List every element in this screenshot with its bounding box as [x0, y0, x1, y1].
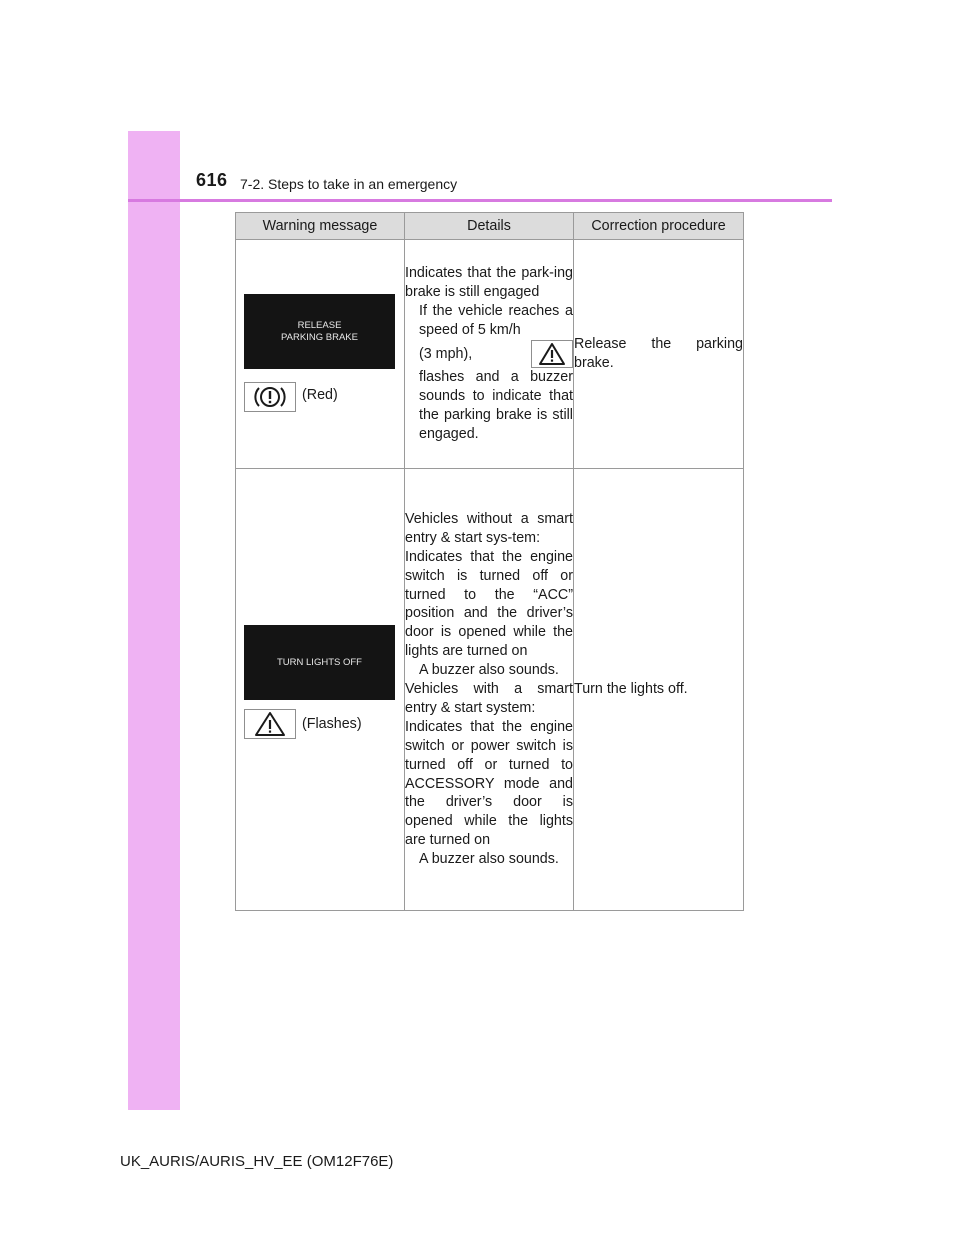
document-code-footer: UK_AURIS/AURIS_HV_EE (OM12F76E) — [120, 1153, 394, 1170]
details-sub-inline: (3 mph), — [419, 345, 473, 362]
details-p6: A buzzer also sounds. — [419, 851, 559, 868]
column-header-warning-message: Warning message — [236, 213, 405, 240]
warning-message-table — [235, 212, 744, 911]
details-p5: Indicates that the engine switch or power switch is turned off or turned to ACCESSORY mode and the driver’s door is opened while the lights are turned on — [405, 718, 573, 849]
details-sub-a: If the vehicle reaches a speed of 5 km/h — [419, 303, 573, 339]
display-line: TURN LIGHTS OFF — [277, 656, 362, 668]
details-p1: Vehicles without a smart entry & start sys-tem: — [405, 510, 573, 546]
table-row — [236, 240, 744, 469]
icon-note: (Flashes) — [302, 716, 362, 732]
correction-cell: Turn the lights off. — [574, 469, 744, 911]
details-cell — [405, 240, 574, 469]
details-p2: Indicates that the engine switch is turned off or turned to the “ACC” position and the driver’s door is opened while the lights are turned on — [405, 548, 573, 660]
header-rule — [128, 199, 832, 202]
details-p3: A buzzer also sounds. — [419, 662, 559, 679]
turn-lights-off-display — [244, 625, 395, 700]
release-parking-brake-display — [244, 294, 395, 369]
details-intro: Indicates that the park-ing brake is still engaged — [405, 265, 573, 301]
details-sub-b: flashes and a buzzer sounds to indicate that the parking brake is still engaged. — [419, 369, 573, 442]
display-line: RELEASE — [297, 319, 342, 331]
parking-brake-warning-icon — [244, 382, 296, 412]
warning-message-cell — [236, 469, 405, 911]
details-cell — [405, 469, 574, 911]
display-line: PARKING BRAKE — [281, 331, 358, 343]
column-header-correction-procedure: Correction procedure — [574, 213, 744, 240]
column-header-details: Details — [405, 213, 574, 240]
page-number: 616 — [196, 170, 228, 190]
correction-cell: Release the parking brake. — [574, 240, 744, 469]
icon-color-note: (Red) — [302, 387, 338, 403]
warning-triangle-icon — [244, 709, 296, 739]
warning-triangle-icon — [531, 340, 573, 368]
table-header-row — [236, 213, 744, 240]
section-title: 7-2. Steps to take in an emergency — [240, 176, 458, 192]
details-inline-row — [419, 340, 573, 368]
details-p4: Vehicles with a smart entry & start system: — [405, 681, 573, 716]
side-tab-bar — [128, 131, 180, 1110]
table-row — [236, 469, 744, 911]
warning-message-cell — [236, 240, 405, 469]
